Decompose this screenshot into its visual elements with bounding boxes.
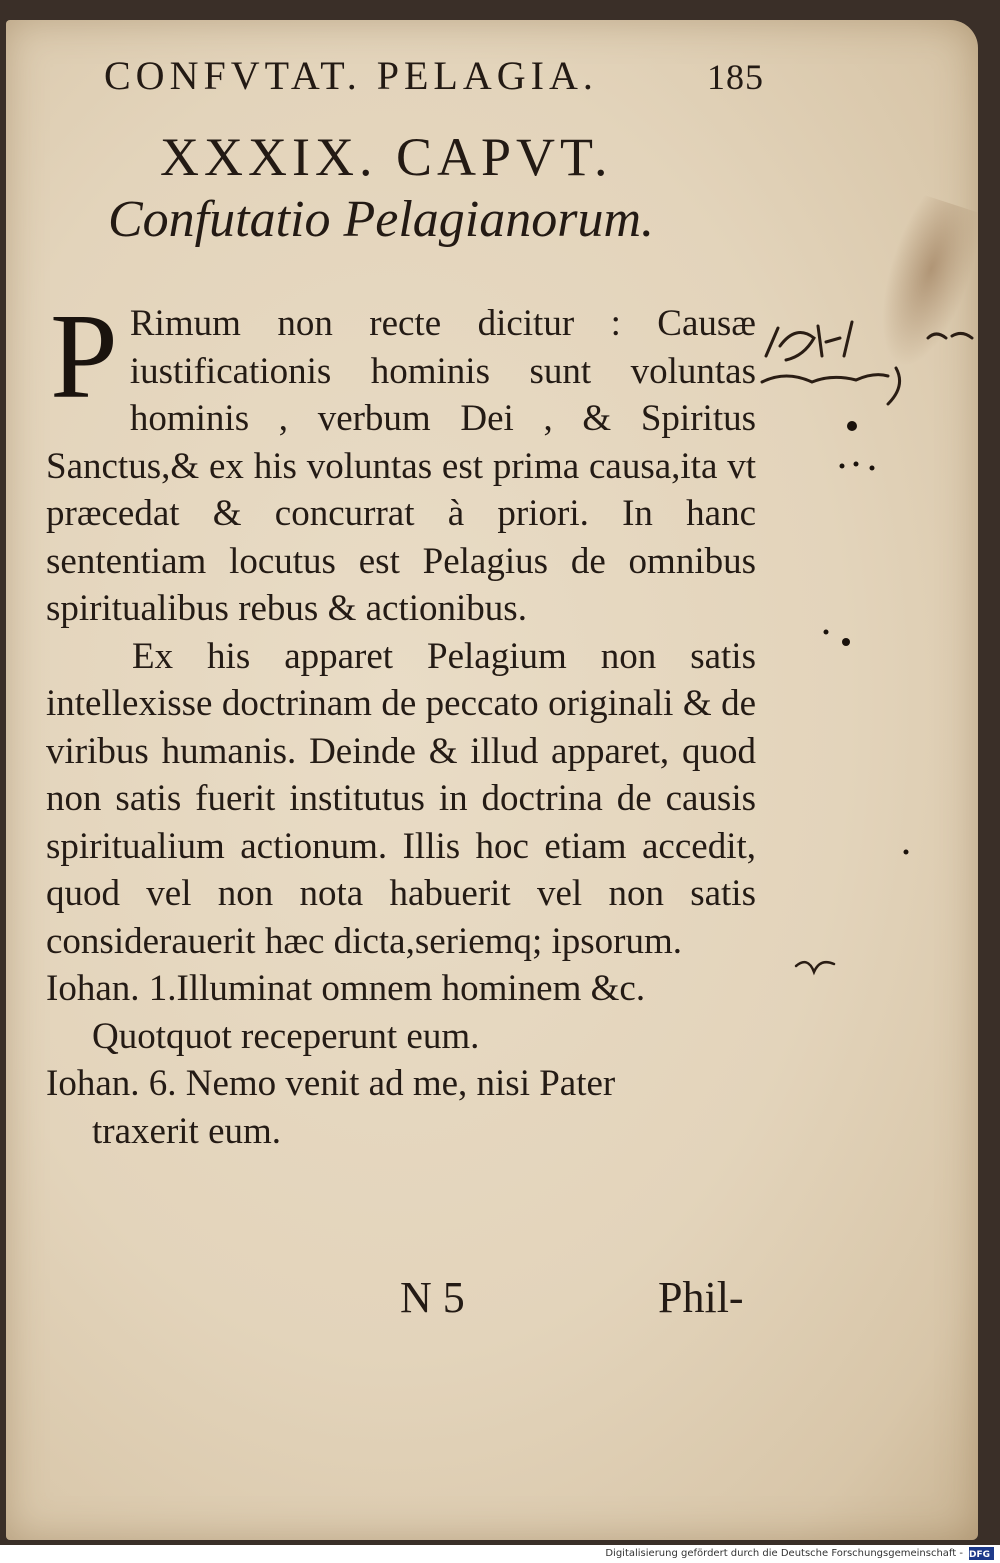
chapter-number: XXXIX. CAPVT. bbox=[160, 127, 613, 187]
scripture-reference-1-continued: Quotquot receperunt eum. bbox=[92, 1015, 480, 1057]
catchword: Phil- bbox=[658, 1273, 744, 1322]
footer-text: Digitalisierung gefördert durch die Deutsche Forschungsgemeinschaft - bbox=[605, 1548, 963, 1559]
page-number: 185 bbox=[707, 57, 764, 97]
signature-mark: N 5 bbox=[400, 1273, 465, 1322]
drop-cap: P bbox=[50, 289, 118, 424]
dfg-logo: DFG bbox=[969, 1547, 994, 1560]
scripture-reference-2-continued: traxerit eum. bbox=[92, 1110, 282, 1152]
running-head-title: CONFVTAT. PELAGIA. bbox=[104, 53, 598, 98]
ink-dot bbox=[847, 421, 857, 431]
paragraph-1 bbox=[46, 289, 756, 633]
paragraph-2 bbox=[46, 633, 756, 966]
scripture-reference-1: Iohan. 1.Illuminat omnem hominem &c. bbox=[46, 968, 646, 1009]
main-text bbox=[46, 289, 756, 1155]
chapter-title: Confutatio Pelagianorum. bbox=[108, 191, 654, 248]
handwritten-marginalia bbox=[756, 316, 986, 1016]
paragraph-1-text: Rimum non recte dicitur : Causæ iustificationis hominis sunt voluntas hominis , verbum Dei , & Spiritus Sanctus,& ex his voluntas est prima causa,ita vt præcedat & concurrat à priori. In hanc sententiam locutus est Pelagius de omnibus spiritualibus rebus & actionibus. bbox=[46, 303, 756, 629]
scripture-reference-2: Iohan. 6. Nemo venit ad me, nisi Pater bbox=[46, 1063, 616, 1104]
footer-bar bbox=[0, 1545, 1000, 1563]
paragraph-2-text: Ex his apparet Pelagium non satis intellexisse doctrinam de peccato originali & de viribus humanis. Deinde & illud apparet, quod non satis fuerit institutus in doctrina de causis spiritualium actionum. Illis hoc etiam accedit, quod vel non nota habuerit vel non satis considerauerit hæc dicta,seriemq; ipsorum. bbox=[46, 635, 756, 962]
running-head bbox=[104, 52, 764, 99]
